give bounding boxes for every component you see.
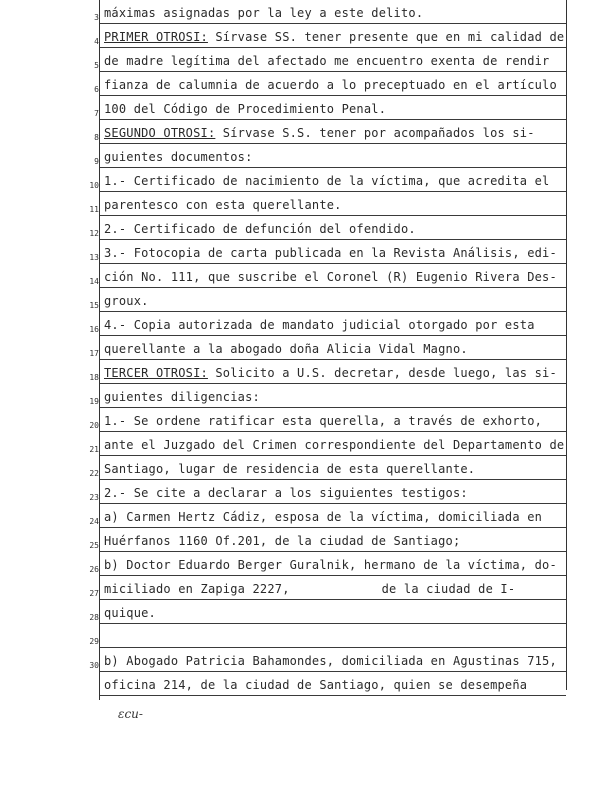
- text-line: [100, 240, 566, 264]
- otrosi-heading: TERCER OTROSI:: [104, 366, 208, 380]
- line-text: b) Abogado Patricia Bahamondes, domiciliada en Agustinas 715,: [104, 654, 557, 668]
- line-text: Santiago, lugar de residencia de esta querellante.: [104, 462, 476, 476]
- handwritten-initials: ɛcu-: [118, 707, 143, 721]
- line-number: 26: [89, 565, 99, 574]
- line-text: 2.- Se cite a declarar a los siguientes testigos:: [104, 486, 468, 500]
- text-line: [100, 384, 566, 408]
- line-text: b) Doctor Eduardo Berger Guralnik, hermano de la víctima, do-: [104, 558, 557, 572]
- line-number: 15: [89, 301, 99, 310]
- text-line: [100, 576, 566, 600]
- line-body: Sírvase S.S. tener por acompañados los si-: [215, 126, 535, 140]
- text-line: [100, 360, 566, 384]
- line-number: 12: [89, 229, 99, 238]
- line-text: a) Carmen Hertz Cádiz, esposa de la víctima, domiciliada en: [104, 510, 543, 524]
- text-line: [100, 336, 566, 360]
- line-number: 20: [89, 421, 99, 430]
- otrosi-heading: SEGUNDO OTROSI:: [104, 126, 216, 140]
- line-text: 2.- Certificado de defunción del ofendido.: [104, 222, 416, 236]
- line-text: fianza de calumnia de acuerdo a lo preceptuado en el artículo: [104, 78, 557, 92]
- text-line: [100, 192, 566, 216]
- line-number: 8: [94, 133, 99, 142]
- line-text: 4.- Copia autorizada de mandato judicial otorgado por esta: [104, 318, 535, 332]
- line-number: 4: [94, 37, 99, 46]
- text-line: [100, 480, 566, 504]
- line-number: 27: [89, 589, 99, 598]
- line-number: 21: [89, 445, 99, 454]
- text-line: [100, 552, 566, 576]
- line-number: 22: [89, 469, 99, 478]
- text-line: [100, 504, 566, 528]
- line-number: 19: [89, 397, 99, 406]
- text-line: [100, 96, 566, 120]
- text-line: [100, 24, 566, 48]
- right-margin-line: [566, 0, 567, 690]
- text-line: [100, 432, 566, 456]
- line-number: 17: [89, 349, 99, 358]
- otrosi-heading: PRIMER OTROSI:: [104, 30, 208, 44]
- line-text: 3.- Fotocopia de carta publicada en la Revista Análisis, edi-: [104, 246, 557, 260]
- line-number: 28: [89, 613, 99, 622]
- text-line: [100, 144, 566, 168]
- line-text: guientes documentos:: [104, 150, 253, 164]
- line-text: 1.- Certificado de nacimiento de la víctima, que acredita el: [104, 174, 550, 188]
- line-number: 24: [89, 517, 99, 526]
- text-line: [100, 216, 566, 240]
- line-text: 100 del Código de Procedimiento Penal.: [104, 102, 387, 116]
- line-text: de madre legítima del afectado me encuentro exenta de rendir: [104, 54, 550, 68]
- text-line: [100, 624, 566, 648]
- line-text: [104, 366, 557, 380]
- line-body: Sírvase SS. tener presente que en mi calidad de: [207, 30, 565, 44]
- line-text: oficina 214, de la ciudad de Santiago, quien se desempeña: [104, 678, 528, 692]
- line-text: máximas asignadas por la ley a este delito.: [104, 6, 424, 20]
- text-line: [100, 264, 566, 288]
- line-number: 14: [89, 277, 99, 286]
- line-body-continued: de la ciudad de I-: [381, 582, 516, 596]
- text-line: [100, 312, 566, 336]
- text-line: [100, 528, 566, 552]
- line-number: 6: [94, 85, 99, 94]
- line-text: groux.: [104, 294, 149, 308]
- line-text: querellante a la abogado doña Alicia Vidal Magno.: [104, 342, 468, 356]
- line-number: 11: [89, 205, 99, 214]
- line-number: 10: [89, 181, 99, 190]
- text-line: [100, 168, 566, 192]
- line-text: 1.- Se ordene ratificar esta querella, a través de exhorto,: [104, 414, 543, 428]
- text-line: [100, 600, 566, 624]
- line-text: [104, 30, 564, 44]
- text-line: [100, 456, 566, 480]
- line-text: [104, 582, 515, 596]
- text-line: [100, 648, 566, 672]
- line-number: 5: [94, 61, 99, 70]
- line-text: Huérfanos 1160 Of.201, de la ciudad de Santiago;: [104, 534, 461, 548]
- line-number: 30: [89, 661, 99, 670]
- line-number: 16: [89, 325, 99, 334]
- line-number: 29: [89, 637, 99, 646]
- text-line: [100, 0, 566, 24]
- line-number: 23: [89, 493, 99, 502]
- line-text: guientes diligencias:: [104, 390, 260, 404]
- text-line: [100, 72, 566, 96]
- line-number: 7: [94, 109, 99, 118]
- line-number: 3: [94, 13, 99, 22]
- text-line: [100, 120, 566, 144]
- line-body: Solicito a U.S. decretar, desde luego, las si-: [207, 366, 557, 380]
- line-text: ante el Juzgado del Crimen correspondiente del Departamento de: [104, 438, 565, 452]
- text-line: [100, 408, 566, 432]
- text-line: [100, 288, 566, 312]
- line-text: quique.: [104, 606, 156, 620]
- text-line: [100, 48, 566, 72]
- line-number: 13: [89, 253, 99, 262]
- text-line: [100, 672, 566, 696]
- line-text: [104, 126, 535, 140]
- line-text: parentesco con esta querellante.: [104, 198, 342, 212]
- line-number: 9: [94, 157, 99, 166]
- line-number: 25: [89, 541, 99, 550]
- line-number: 18: [89, 373, 99, 382]
- line-text: ción No. 111, que suscribe el Coronel (R) Eugenio Rivera Des-: [104, 270, 557, 284]
- line-body: miciliado en Zapiga 2227,: [104, 582, 290, 596]
